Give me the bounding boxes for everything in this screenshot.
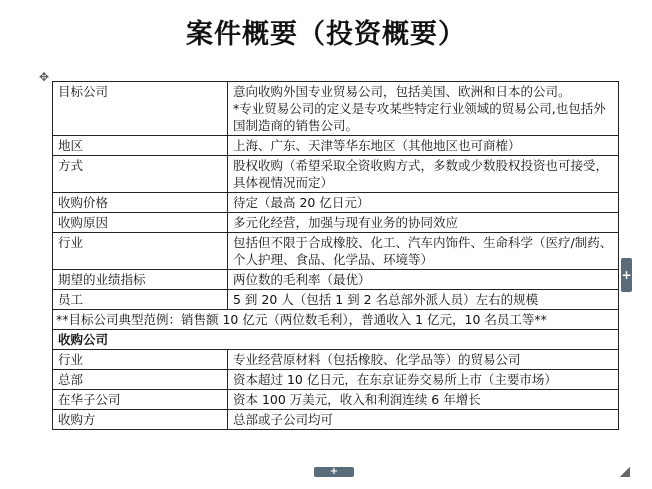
row-value[interactable]: 包括但不限于合成橡胶、化工、汽车内饰件、生命科学（医疗/制药、个人护理、食品、化学品、环境等）: [228, 233, 619, 270]
add-row-plus-icon[interactable]: +: [314, 467, 354, 477]
row-value[interactable]: 待定（最高 20 亿日元）: [228, 193, 619, 213]
row-value[interactable]: 两位数的毛利率（最优）: [228, 270, 619, 290]
table-row: [53, 82, 619, 136]
table-resize-handle-icon[interactable]: [620, 467, 630, 477]
table-row: [53, 410, 619, 430]
row-value[interactable]: 多元化经营，加强与现有业务的协同效应: [228, 213, 619, 233]
row-value[interactable]: 上海、广东、天津等华东地区（其他地区也可商榷）: [228, 136, 619, 156]
row-label[interactable]: 方式: [53, 156, 228, 193]
row-label[interactable]: 总部: [53, 370, 228, 390]
table-row: [53, 290, 619, 310]
typical-example-note[interactable]: **目标公司典型范例：销售额 10 亿元（两位数毛利），普通收入 1 亿元，10 名员工等**: [53, 310, 619, 330]
row-value[interactable]: 专业经营原材料（包括橡胶、化学品等）的贸易公司: [228, 350, 619, 370]
row-label[interactable]: 行业: [53, 233, 228, 270]
row-value-line: 意向收购外国专业贸易公司，包括美国、欧洲和日本的公司。: [233, 84, 571, 99]
table-row: [53, 136, 619, 156]
row-label[interactable]: 期望的业绩指标: [53, 270, 228, 290]
row-label[interactable]: 在华子公司: [53, 390, 228, 410]
row-value[interactable]: 总部或子公司均可: [228, 410, 619, 430]
document-title: 案件概要（投资概要）: [186, 19, 466, 50]
row-value[interactable]: 资本 100 万美元，收入和利润连续 6 年增长: [228, 390, 619, 410]
acquirer-section-heading[interactable]: 收购公司: [53, 330, 619, 350]
row-label[interactable]: 员工: [53, 290, 228, 310]
table-row: [53, 370, 619, 390]
table-row: [53, 193, 619, 213]
row-label[interactable]: 收购价格: [53, 193, 228, 213]
row-label[interactable]: 收购原因: [53, 213, 228, 233]
table-row: [53, 156, 619, 193]
row-value[interactable]: 股权收购（希望采取全资收购方式，多数或少数股权投资也可接受，具体视情况而定）: [228, 156, 619, 193]
add-column-plus-icon[interactable]: +: [621, 258, 632, 292]
row-value[interactable]: 5 到 20 人（包括 1 到 2 名总部外派人员）左右的规模: [228, 290, 619, 310]
row-value-line: *专业贸易公司的定义是专攻某些特定行业领域的贸易公司,也包括外国制造商的销售公司。: [233, 101, 606, 133]
table-row: [53, 270, 619, 290]
row-label[interactable]: 收购方: [53, 410, 228, 430]
table-row: [53, 233, 619, 270]
table-move-handle-icon[interactable]: ✥: [38, 70, 50, 84]
row-label[interactable]: 行业: [53, 350, 228, 370]
table-row: [53, 310, 619, 330]
row-value[interactable]: [228, 82, 619, 136]
row-value[interactable]: 资本超过 10 亿日元，在东京证券交易所上市（主要市场）: [228, 370, 619, 390]
row-label[interactable]: 地区: [53, 136, 228, 156]
overview-table: [52, 81, 619, 430]
table-row: [53, 350, 619, 370]
row-label[interactable]: 目标公司: [53, 82, 228, 136]
table-row: [53, 330, 619, 350]
table-row: [53, 213, 619, 233]
table-row: [53, 390, 619, 410]
